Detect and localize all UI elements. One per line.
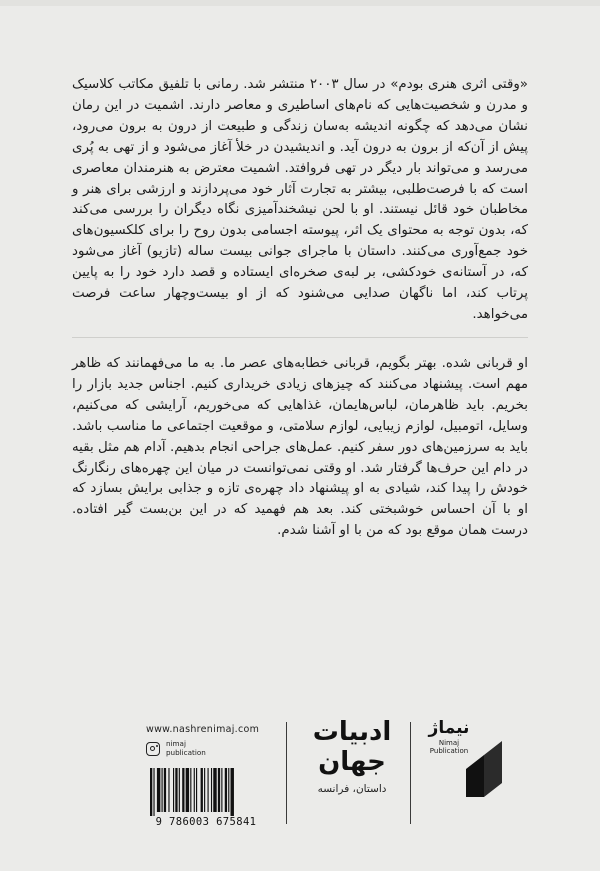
website-url[interactable]: www.nashrenimaj.com	[146, 724, 260, 735]
publisher-name-en-2: Publication	[429, 747, 469, 755]
publisher-name-en: Nimaj	[438, 739, 460, 747]
series-title	[306, 717, 398, 777]
instagram-handle-text	[166, 740, 206, 757]
divider-left	[286, 722, 287, 824]
barcode-number: 9 786003 675841	[155, 816, 257, 828]
publisher-logo	[420, 717, 500, 827]
publisher-name-fa: نیماژ	[428, 718, 470, 738]
series-logo	[306, 717, 398, 827]
instagram-icon	[146, 742, 160, 756]
page-edge	[0, 0, 600, 6]
series-title-line1: ادبیات	[312, 717, 392, 747]
instagram-line1: nimaj	[166, 739, 186, 748]
upper-paragraph: «وقتی اثری هنری بودم» در سال ۲۰۰۳ منتشر شد. رمانی با تلفیق مکاتب کلاسیک و مدرن و شخصیت‌هایی که نام‌های اساطیری و معاصر دارند. اشمیت در این رمان نشان می‌دهد که چگونه اندیشه به‌سان زندگی و طبیعت از درون به برون می‌رود، پیش از آن‌که از برون به درون آید. و اندیشیدن در خلأ آغاز می‌شود و از تهی به پُری می‌رسد و می‌تواند بار دیگر در تهی فروافتد. اشمیت معترض به هنرمندان معاصری است که با فرصت‌طلبی، بیشتر به تجارت آثار خود می‌پردازند و ارزشی برای هنر و مخاطبان خود قائل نیستند. او با لحن نیشخندآمیزی نگاه دیگران را بررسی می‌کند که، بدون توجه به محتوای یک اثر، پیوسته اجسامی بدون روح را برای کلکسیون‌های خود جمع‌آوری می‌کنند. داستان با ماجرای جوانی بیست ساله (تازیو) آغاز می‌شود که، در آستانه‌ی خودکشی، بر لبه‌ی صخره‌ای ایستاده و قصد دارد خود را به پایین پرتاب کند، اما ناگهان صدایی می‌شنود که از او بیست‌وچهار ساعت فرصت می‌خواهد.	[72, 77, 529, 322]
series-title-line2: جهان	[318, 747, 386, 777]
instagram-handle[interactable]	[146, 740, 266, 762]
instagram-line2: publication	[166, 747, 206, 757]
publisher-mark-icon	[464, 739, 504, 799]
barcode-icon	[146, 768, 266, 816]
barcode	[146, 768, 266, 828]
lower-paragraph: او قربانی شده. بهتر بگویم، قربانی خطابه‌های عصر ما. به ما می‌فهمانند که ظاهر مهم است. پیشنهاد می‌کنند که چیزهای زیادی خریداری کنیم. اجناس جدید بازار را بخریم. باید ظاهرمان، لباس‌هایمان، غذاهایی که می‌خوریم، آرایشی که می‌کنیم، وسایل، اتومبیل، لوازم زیبایی، لوازم سلامتی، و موقعیت اجتماعی ما مناسب باشد. باید به سرزمین‌های دور سفر کنیم. عمل‌های جراحی انجام بدهیم. آدام هم مثل بقیه در دام این حرف‌ها گرفتار شد. او وقتی نمی‌توانست در میان این چهره‌های رنگارنگ خودش را پیدا کند، شیادی به او پیشنهاد داد چهره‌ی تازه و جذابی برایش بسازد که او با آن احساس خوشبختی کند. بعد هم فهمید که در این بن‌بست گیر افتاده. درست همان موقع بود که من با او آشنا شدم.	[72, 356, 528, 539]
divider-right	[410, 722, 411, 824]
paragraph-separator	[72, 337, 528, 338]
series-subtitle: داستان، فرانسه	[317, 783, 387, 795]
